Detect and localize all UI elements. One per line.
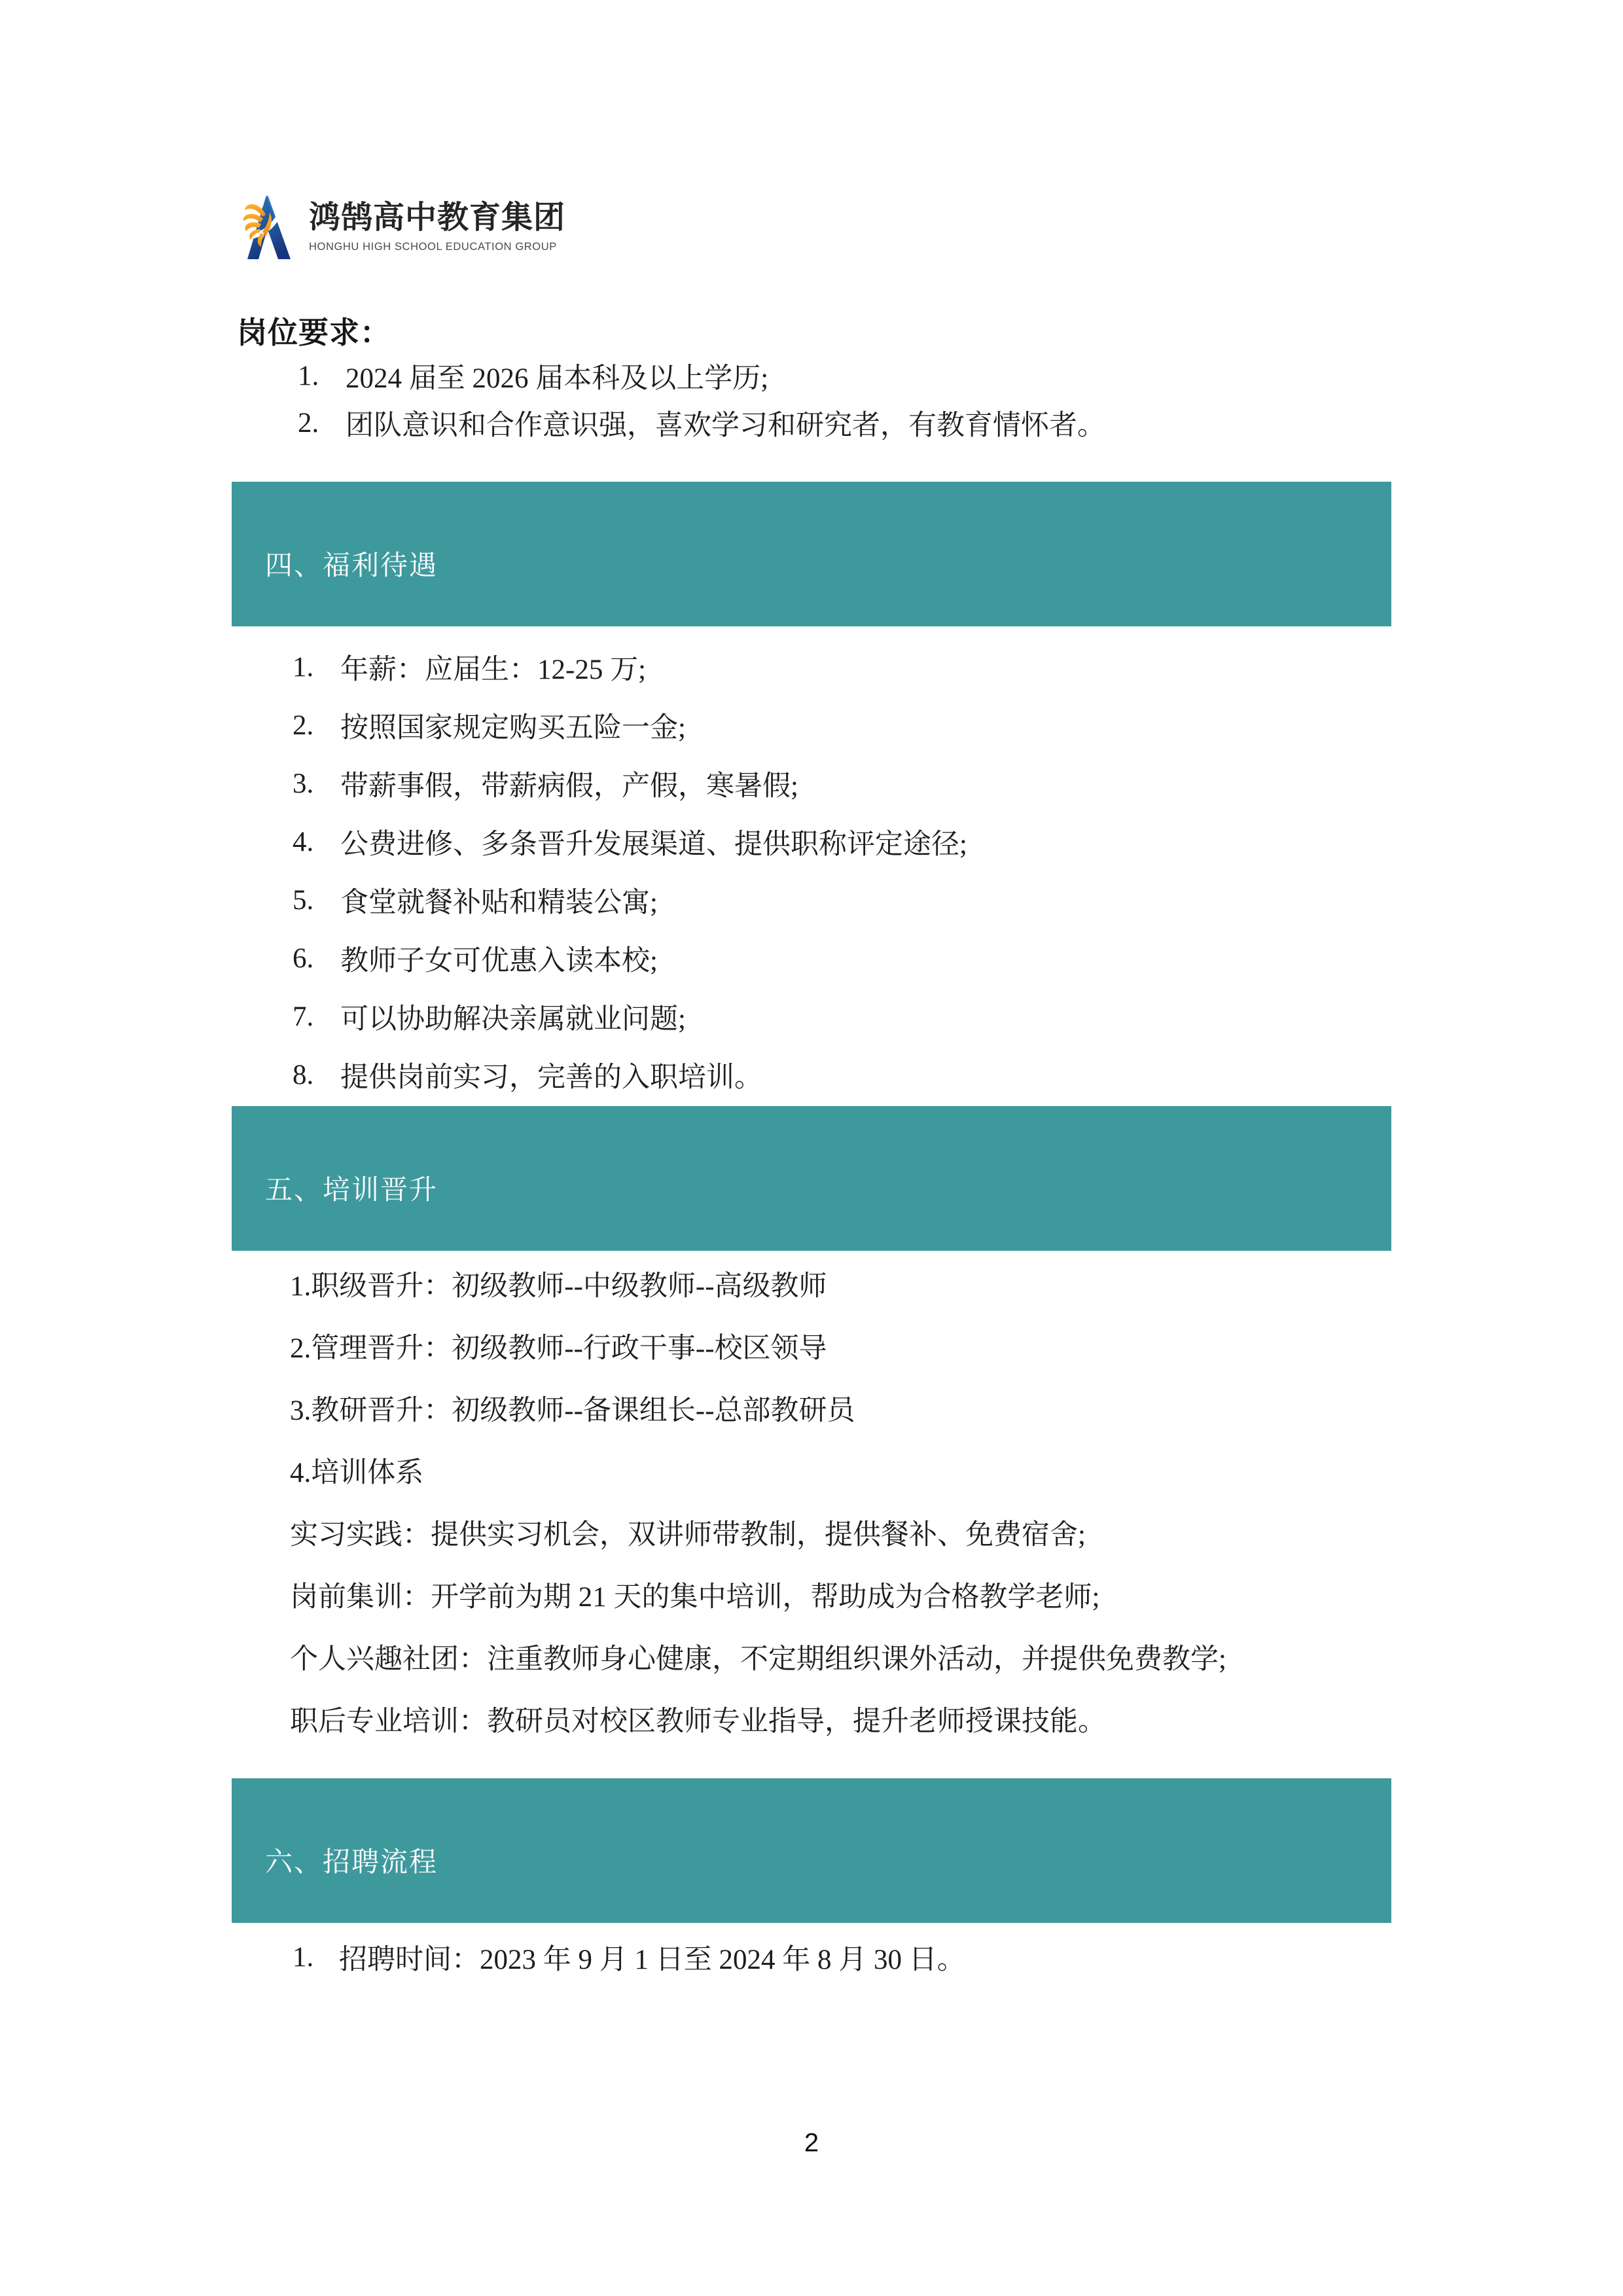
list-item <box>293 988 967 1046</box>
logo-text <box>309 201 565 253</box>
list-item-number: 5. <box>293 885 314 916</box>
list-item <box>293 813 967 871</box>
list-item-number: 1. <box>293 652 314 683</box>
section-band-recruiting-process <box>232 1778 1391 1923</box>
list-item <box>290 1439 1226 1501</box>
list-item-text: 岗前集训：开学前为期 21 天的集中培训，帮助成为合格教学老师; <box>290 1582 1100 1613</box>
list-item <box>293 755 967 813</box>
list-item <box>298 352 1105 399</box>
section-title: 四、福利待遇 <box>265 550 438 581</box>
logo-mark-icon <box>241 194 296 260</box>
section-title: 五、培训晋升 <box>265 1175 438 1206</box>
list-item-text: 按照国家规定购买五险一金; <box>340 713 686 744</box>
list-item <box>293 1046 967 1104</box>
list-item-number: 7. <box>293 1001 314 1032</box>
section-band-training <box>232 1106 1391 1251</box>
list-item-number: 8. <box>293 1060 314 1090</box>
job-requirements-list <box>298 352 1105 446</box>
page-number: 2 <box>804 2128 819 2157</box>
logo-company-name: 鸿鹄高中教育集团 <box>309 200 566 236</box>
list-item <box>290 1626 1226 1688</box>
list-item-text: 实习实践：提供实习机会，双讲师带教制，提供餐补、免费宿舍; <box>290 1520 1086 1551</box>
list-item <box>293 1928 965 1986</box>
section-band-benefits <box>232 482 1391 626</box>
list-item <box>290 1377 1226 1439</box>
list-item-text: 2024 届至 2026 届本科及以上学历; <box>346 363 769 394</box>
list-item-text: 可以协助解决亲属就业问题; <box>340 1004 686 1035</box>
list-item-number: 4. <box>293 827 314 857</box>
recruiting-process-list <box>293 1928 965 1986</box>
job-requirements-title: 岗位要求： <box>237 316 391 350</box>
list-item-text: 团队意识和合作意识强，喜欢学习和研究者，有教育情怀者。 <box>346 410 1105 441</box>
list-item-number: 1. <box>298 360 319 391</box>
list-item <box>290 1688 1226 1750</box>
list-item <box>290 1564 1226 1626</box>
list-item-text: 2.管理晋升：初级教师--行政干事--校区领导 <box>290 1333 827 1364</box>
training-list <box>290 1253 1226 1750</box>
list-item-number: 2. <box>298 407 319 439</box>
logo <box>241 194 565 260</box>
list-item <box>290 1501 1226 1564</box>
list-item-text: 职后专业培训：教研员对校区教师专业指导，提升老师授课技能。 <box>290 1706 1106 1737</box>
list-item-number: 6. <box>293 943 314 974</box>
list-item-number: 1. <box>293 1942 314 1973</box>
list-item <box>290 1253 1226 1315</box>
list-item-text: 公费进修、多条晋升发展渠道、提供职称评定途径; <box>340 829 967 860</box>
list-item-text: 食堂就餐补贴和精装公寓; <box>340 888 658 918</box>
list-item-text: 个人兴趣社团：注重教师身心健康，不定期组织课外活动，并提供免费教学; <box>290 1644 1226 1675</box>
list-item-number: 3. <box>293 768 314 799</box>
list-item <box>293 871 967 929</box>
list-item-text: 提供岗前实习，完善的入职培训。 <box>340 1062 762 1093</box>
list-item-text: 带薪事假，带薪病假，产假，寒暑假; <box>340 771 798 802</box>
list-item <box>290 1315 1226 1377</box>
list-item <box>293 929 967 988</box>
section-title: 六、招聘流程 <box>265 1847 438 1878</box>
list-item <box>293 638 967 696</box>
list-item-text: 年薪：应届生：12-25 万; <box>340 655 647 685</box>
list-item-text: 3.教研晋升：初级教师--备课组长--总部教研员 <box>290 1395 855 1426</box>
benefits-list <box>293 638 967 1104</box>
list-item-text: 4.培训体系 <box>290 1458 424 1488</box>
list-item <box>298 399 1105 446</box>
list-item-number: 2. <box>293 710 314 741</box>
list-item-text: 1.职级晋升：初级教师--中级教师--高级教师 <box>290 1271 827 1302</box>
list-item-text: 招聘时间：2023 年 9 月 1 日至 2024 年 8 月 30 日。 <box>339 1945 965 1975</box>
list-item-text: 教师子女可优惠入读本校; <box>340 946 658 977</box>
logo-company-name-en: HONGHU HIGH SCHOOL EDUCATION GROUP <box>309 240 557 253</box>
list-item <box>293 696 967 755</box>
